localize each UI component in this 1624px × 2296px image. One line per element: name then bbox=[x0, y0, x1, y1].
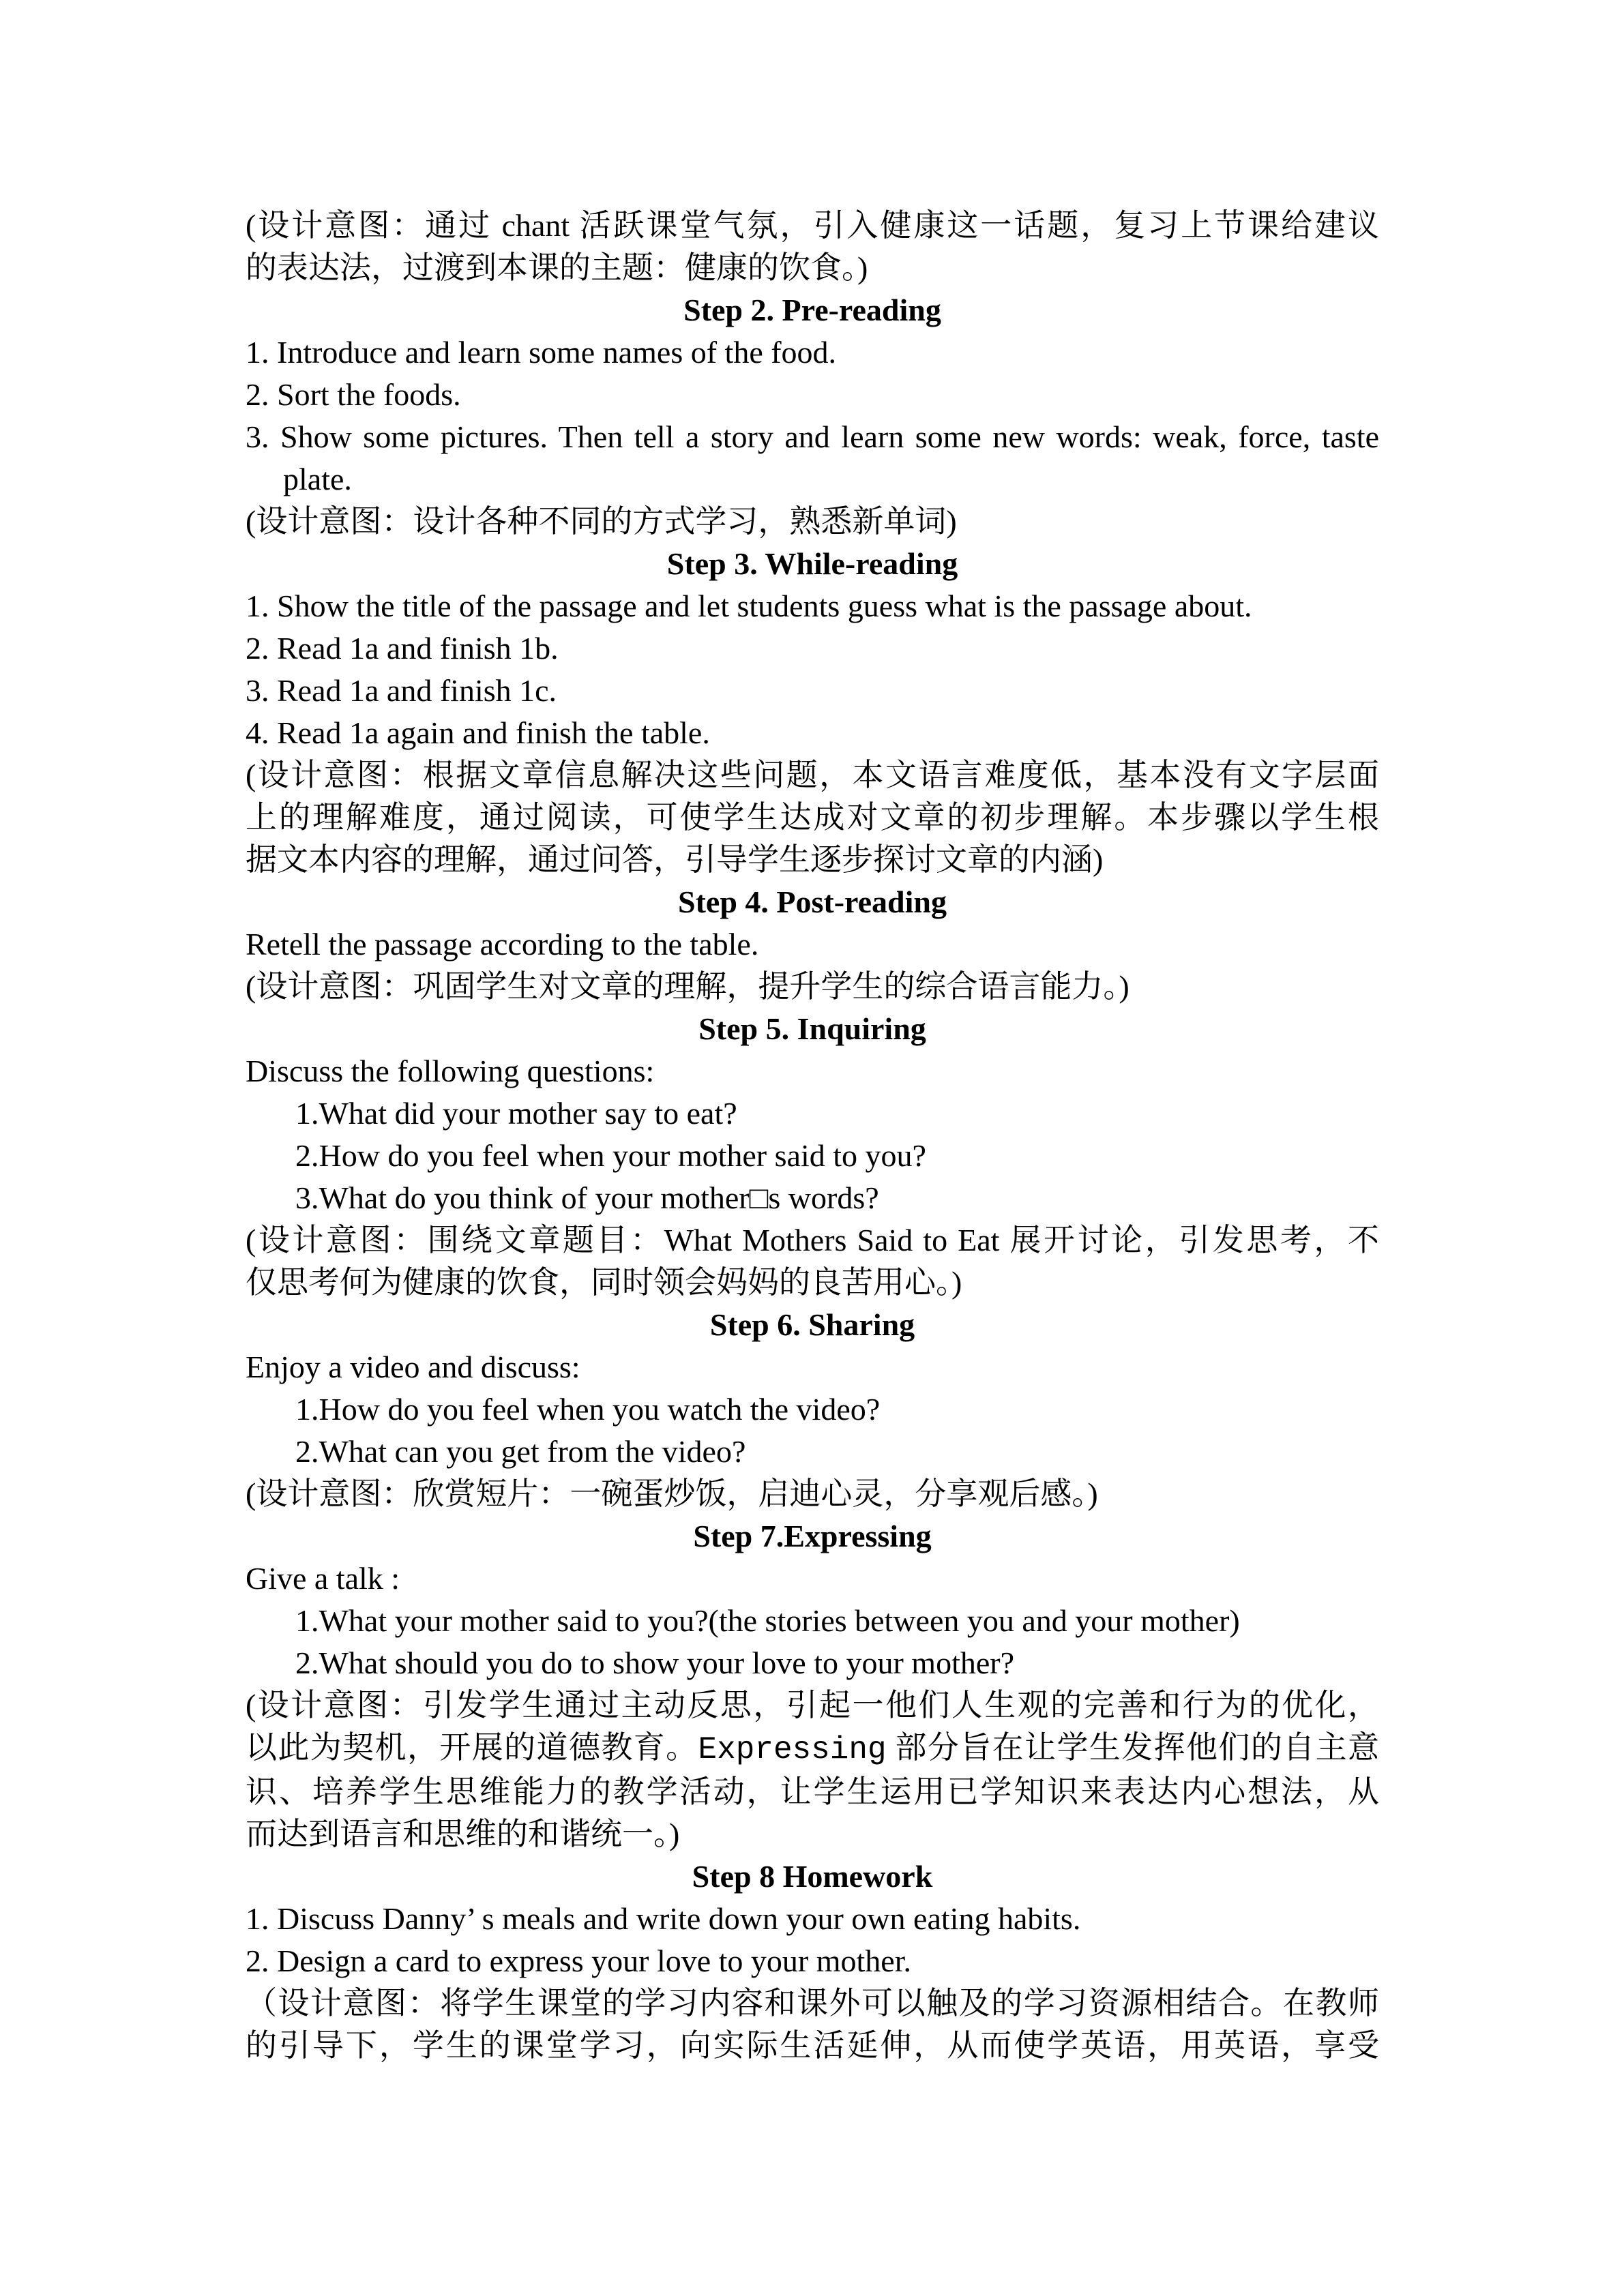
text-line bbox=[246, 331, 1379, 374]
text-run: 2. Design a card to express your love to your mother. bbox=[246, 1943, 911, 1978]
text-run: (设计意图：围绕文章题目：What Mothers Said to Eat 展开讨论，引发思考，不 bbox=[246, 1223, 1379, 1257]
text-line bbox=[246, 1262, 1379, 1304]
text-line bbox=[246, 374, 1379, 416]
text-line bbox=[246, 1092, 1379, 1135]
list-item bbox=[246, 627, 1379, 670]
text-line bbox=[246, 1557, 1379, 1600]
text-line bbox=[246, 1600, 1379, 1642]
text-line bbox=[246, 670, 1379, 712]
text-line bbox=[246, 1855, 1379, 1898]
sub-question bbox=[246, 1600, 1379, 1642]
text-line bbox=[246, 458, 1379, 501]
list-item bbox=[246, 416, 1379, 501]
text-line bbox=[246, 966, 1379, 1008]
list-item bbox=[246, 374, 1379, 416]
text-run: (设计意图：设计各种不同的方式学习，熟悉新单词) bbox=[246, 504, 957, 539]
sub-question bbox=[246, 1642, 1379, 1684]
text-line bbox=[246, 796, 1379, 839]
text-line bbox=[246, 712, 1379, 754]
text-line bbox=[246, 1304, 1379, 1346]
text-run: Retell the passage according to the table. bbox=[246, 927, 759, 961]
sub-question bbox=[246, 1388, 1379, 1431]
text-line bbox=[246, 416, 1379, 458]
list-item bbox=[246, 712, 1379, 754]
sub-question bbox=[246, 1177, 1379, 1219]
design-intent-note bbox=[246, 501, 1379, 543]
document-body bbox=[246, 205, 1379, 2067]
text-run: 而达到语言和思维的和谐统一。) bbox=[246, 1817, 680, 1851]
text-line bbox=[246, 1898, 1379, 1940]
text-line bbox=[246, 1642, 1379, 1684]
step-heading bbox=[246, 1008, 1379, 1050]
text-line bbox=[246, 247, 1379, 289]
text-run: 2. Sort the foods. bbox=[246, 377, 461, 412]
design-intent-note bbox=[246, 1982, 1379, 2067]
list-item bbox=[246, 1940, 1379, 1982]
text-run: Step 4. Post-reading bbox=[678, 884, 947, 919]
text-run: 1.What did your mother say to eat? bbox=[295, 1096, 737, 1131]
text-run: 1. Show the title of the passage and let students guess what is the passage about. bbox=[246, 588, 1252, 623]
text-line bbox=[246, 1940, 1379, 1982]
text-line bbox=[246, 627, 1379, 670]
list-item bbox=[246, 1557, 1379, 1600]
text-line bbox=[246, 1388, 1379, 1431]
step-heading bbox=[246, 543, 1379, 585]
step-heading bbox=[246, 1304, 1379, 1346]
text-line bbox=[246, 1727, 1379, 1771]
text-line bbox=[246, 585, 1379, 627]
design-intent-note bbox=[246, 1219, 1379, 1304]
text-run: 3. Show some pictures. Then tell a story and learn some new words: weak, force, taste bbox=[246, 419, 1379, 454]
monospace-text-run: Expressing bbox=[698, 1732, 887, 1768]
text-run: (设计意图：通过 chant 活跃课堂气氛，引入健康这一话题，复习上节课给建议 bbox=[246, 208, 1379, 243]
list-item bbox=[246, 670, 1379, 712]
text-line bbox=[246, 1050, 1379, 1092]
text-run: （设计意图：将学生课堂的学习内容和课外可以触及的学习资源相结合。在教师 bbox=[246, 1986, 1379, 2021]
text-run: Step 8 Homework bbox=[692, 1859, 933, 1894]
step-heading bbox=[246, 881, 1379, 923]
text-line bbox=[246, 501, 1379, 543]
text-run: 3. Read 1a and finish 1c. bbox=[246, 673, 557, 708]
text-run: plate. bbox=[283, 462, 352, 496]
step-heading bbox=[246, 1515, 1379, 1557]
text-run: Step 2. Pre-reading bbox=[683, 293, 941, 327]
list-item bbox=[246, 1346, 1379, 1388]
design-intent-note bbox=[246, 966, 1379, 1008]
text-line bbox=[246, 1771, 1379, 1813]
text-run: 识、培养学生思维能力的教学活动，让学生运用已学知识来表达内心想法，从 bbox=[246, 1774, 1379, 1809]
text-line bbox=[246, 543, 1379, 585]
text-line bbox=[246, 881, 1379, 923]
sub-question bbox=[246, 1092, 1379, 1135]
text-run: Give a talk : bbox=[246, 1561, 400, 1596]
design-intent-note bbox=[246, 205, 1379, 289]
text-run: 1.How do you feel when you watch the video? bbox=[295, 1392, 881, 1427]
step-heading bbox=[246, 289, 1379, 331]
text-run: 仅思考何为健康的饮食，同时领会妈妈的良苦用心。) bbox=[246, 1265, 962, 1300]
text-run: 据文本内容的理解，通过问答，引导学生逐步探讨文章的内涵) bbox=[246, 842, 1104, 877]
text-line bbox=[246, 1008, 1379, 1050]
text-run: 2.How do you feel when your mother said to you? bbox=[295, 1138, 926, 1173]
text-run: 3.What do you think of your mother□s words? bbox=[295, 1180, 879, 1215]
text-line bbox=[246, 1515, 1379, 1557]
text-run: (设计意图：根据文章信息解决这些问题，本文语言难度低，基本没有文字层面 bbox=[246, 758, 1379, 792]
text-line bbox=[246, 1473, 1379, 1515]
list-item bbox=[246, 1898, 1379, 1940]
text-line bbox=[246, 1135, 1379, 1177]
text-run: 1. Introduce and learn some names of the food. bbox=[246, 335, 837, 370]
text-run: Enjoy a video and discuss: bbox=[246, 1350, 580, 1384]
text-line bbox=[246, 205, 1379, 247]
text-line bbox=[246, 1346, 1379, 1388]
text-run: 1. Discuss Danny’ s meals and write down your own eating habits. bbox=[246, 1901, 1081, 1936]
text-run: 2.What should you do to show your love to your mother? bbox=[295, 1645, 1015, 1680]
sub-question bbox=[246, 1431, 1379, 1473]
text-run: 以此为契机，开展的道德教育。 bbox=[246, 1730, 698, 1765]
list-item bbox=[246, 331, 1379, 374]
text-line bbox=[246, 2025, 1379, 2067]
text-run: Step 3. While-reading bbox=[666, 546, 958, 581]
text-line bbox=[246, 1684, 1379, 1727]
text-run: 部分旨在让学生发挥他们的自主意 bbox=[886, 1730, 1380, 1765]
text-run: (设计意图：引发学生通过主动反思，引起一他们人生观的完善和行为的优化， bbox=[246, 1688, 1379, 1723]
list-item bbox=[246, 923, 1379, 966]
text-run: 2. Read 1a and finish 1b. bbox=[246, 631, 559, 666]
text-line bbox=[246, 1431, 1379, 1473]
text-run: 1.What your mother said to you?(the stories between you and your mother) bbox=[295, 1603, 1240, 1638]
text-run: 4. Read 1a again and finish the table. bbox=[246, 715, 710, 750]
text-run: Step 7.Expressing bbox=[693, 1519, 932, 1553]
text-line bbox=[246, 923, 1379, 966]
design-intent-note bbox=[246, 1684, 1379, 1855]
step-heading bbox=[246, 1855, 1379, 1898]
text-run: Step 5. Inquiring bbox=[698, 1011, 926, 1046]
text-line bbox=[246, 1177, 1379, 1219]
text-run: 的引导下，学生的课堂学习，向实际生活延伸，从而使学英语，用英语，享受 bbox=[246, 2028, 1379, 2063]
text-run: 2.What can you get from the video? bbox=[295, 1434, 746, 1469]
text-line bbox=[246, 754, 1379, 796]
sub-question bbox=[246, 1135, 1379, 1177]
text-line bbox=[246, 289, 1379, 331]
design-intent-note bbox=[246, 754, 1379, 881]
text-run: 上的理解难度，通过阅读，可使学生达成对文章的初步理解。本步骤以学生根 bbox=[246, 800, 1379, 835]
text-line bbox=[246, 839, 1379, 881]
text-run: (设计意图：欣赏短片：一碗蛋炒饭，启迪心灵，分享观后感。) bbox=[246, 1476, 1098, 1511]
list-item bbox=[246, 1050, 1379, 1092]
text-run: (设计意图：巩固学生对文章的理解，提升学生的综合语言能力。) bbox=[246, 969, 1130, 1004]
text-run: Discuss the following questions: bbox=[246, 1054, 655, 1088]
text-line bbox=[246, 1219, 1379, 1262]
design-intent-note bbox=[246, 1473, 1379, 1515]
text-line bbox=[246, 1813, 1379, 1855]
text-run: 的表达法，过渡到本课的主题：健康的饮食。) bbox=[246, 250, 868, 285]
text-run: Step 6. Sharing bbox=[709, 1307, 915, 1342]
text-line bbox=[246, 1982, 1379, 2025]
list-item bbox=[246, 585, 1379, 627]
